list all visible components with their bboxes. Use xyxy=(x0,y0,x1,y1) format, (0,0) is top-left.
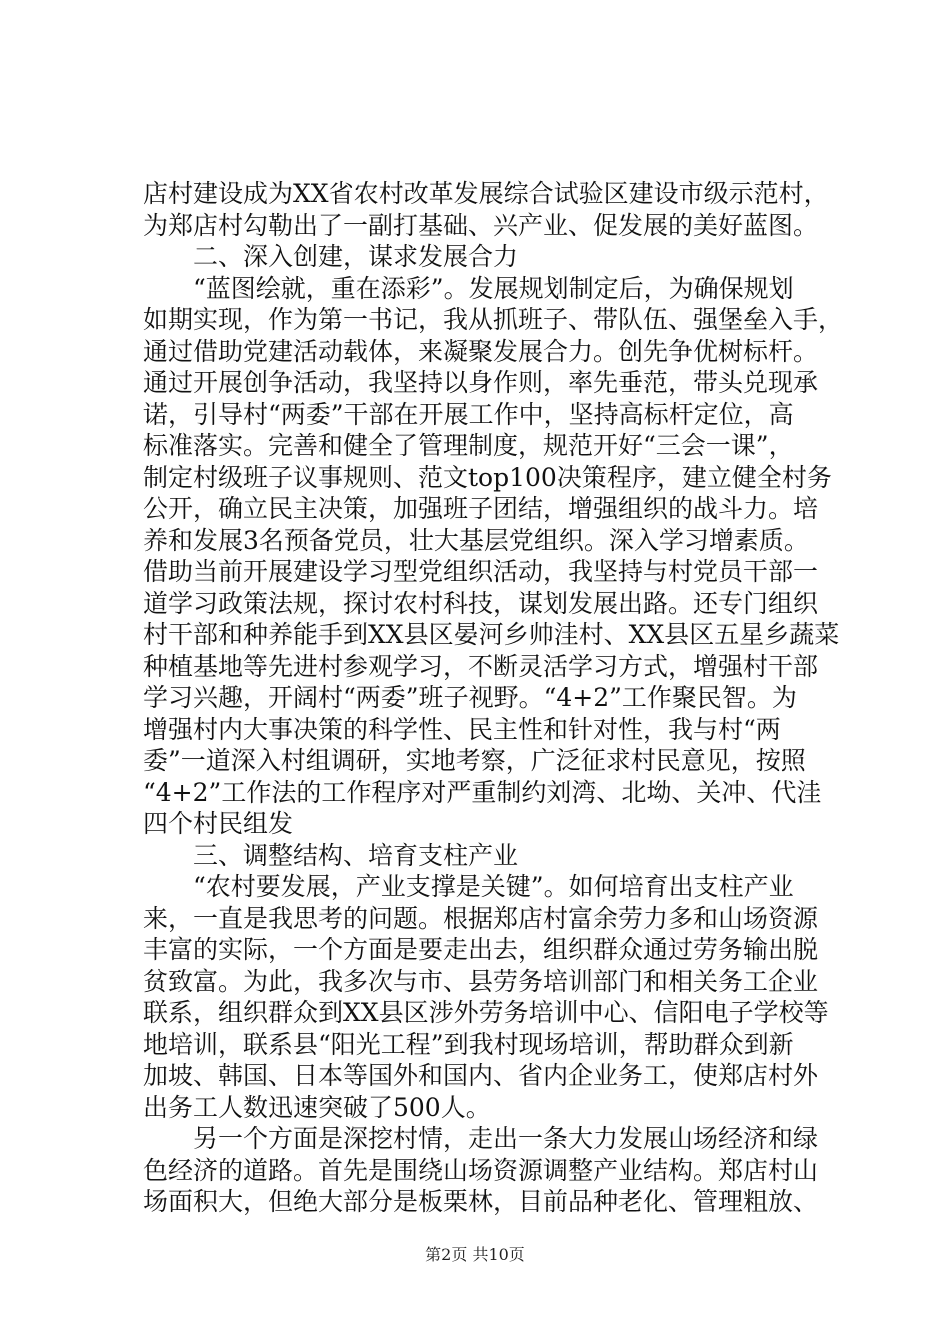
text-line: 加坡、韩国、日本等国外和国内、省内企业务工，使郑店村外 xyxy=(143,1061,819,1090)
text-line: 贫致富。为此，我多次与市、县劳务培训部门和相关务工企业 xyxy=(143,966,819,996)
text-line: 二、深入创建，谋求发展合力 xyxy=(143,242,519,271)
document-body xyxy=(143,178,843,1218)
text-line: 标准落实。完善和健全了管理制度，规范开好“三会一课”， xyxy=(143,431,794,460)
text-line: 四个村民组发 xyxy=(143,809,294,838)
text-line: 公开，确立民主决策，加强班子团结，增强组织的战斗力。培 xyxy=(143,494,819,523)
text-line: 学习兴趣，开阔村“两委”班子视野。“4+2”工作聚民智。为 xyxy=(143,683,797,712)
text-line: 另一个方面是深挖村情，走出一条大力发展山场经济和绿 xyxy=(143,1124,819,1153)
text-line: 店村建设成为XX省农村改革发展综合试验区建设市级示范村， xyxy=(143,179,829,208)
text-line: 场面积大，但绝大部分是板栗林，目前品种老化、管理粗放、 xyxy=(143,1187,819,1216)
text-line: 联系，组织群众到XX县区涉外劳务培训中心、信阳电子学校等 xyxy=(143,998,829,1027)
text-line: 出务工人数迅速突破了500人。 xyxy=(143,1092,491,1122)
text-line: 道学习政策法规，探讨农村科技，谋划发展出路。还专门组织 xyxy=(143,588,819,618)
text-line: “4+2”工作法的工作程序对严重制约刘湾、北坳、关冲、代洼 xyxy=(143,777,822,807)
text-line: 丰富的实际，一个方面是要走出去，组织群众通过劳务输出脱 xyxy=(143,935,819,964)
text-line: 村干部和种养能手到XX县区晏河乡帅洼村、XX县区五星乡蔬菜 xyxy=(143,620,840,649)
text-line: 诺，引导村“两委”干部在开展工作中，坚持高标杆定位，高 xyxy=(143,399,794,429)
text-line: 制定村级班子议事规则、范文top100决策程序，建立健全村务 xyxy=(143,462,832,492)
text-line: 如期实现，作为第一书记，我从抓班子、带队伍、强堡垒入手， xyxy=(143,305,843,334)
text-line: 地培训，联系县“阳光工程”到我村现场培训，帮助群众到新 xyxy=(143,1029,794,1059)
text-line: 三、调整结构、培育支柱产业 xyxy=(143,840,519,870)
page-footer: 第2页 共10页 xyxy=(425,1245,525,1264)
text-line: 通过开展创争活动，我坚持以身作则，率先垂范，带头兑现承 xyxy=(143,368,819,397)
text-line: “蓝图绘就，重在添彩”。发展规划制定后，为确保规划 xyxy=(143,273,794,303)
text-line: 委”一道深入村组调研，实地考察，广泛征求村民意见，按照 xyxy=(143,746,806,775)
text-line: 种植基地等先进村参观学习，不断灵活学习方式，增强村干部 xyxy=(143,651,819,681)
text-line: 增强村内大事决策的科学性、民主性和针对性，我与村“两 xyxy=(143,714,781,744)
text-line: 通过借助党建活动载体，来凝聚发展合力。创先争优树标杆。 xyxy=(143,336,819,366)
text-line: 借助当前开展建设学习型党组织活动，我坚持与村党员干部一 xyxy=(143,557,819,586)
text-line: 养和发展3名预备党员，壮大基层党组织。深入学习增素质。 xyxy=(143,525,809,555)
text-line: 为郑店村勾勒出了一副打基础、兴产业、促发展的美好蓝图。 xyxy=(143,210,819,240)
text-line: 来，一直是我思考的问题。根据郑店村富余劳力多和山场资源 xyxy=(143,903,819,933)
text-line: “农村要发展，产业支撑是关键”。如何培育出支柱产业 xyxy=(143,872,794,901)
text-line: 色经济的道路。首先是围绕山场资源调整产业结构。郑店村山 xyxy=(143,1155,819,1185)
